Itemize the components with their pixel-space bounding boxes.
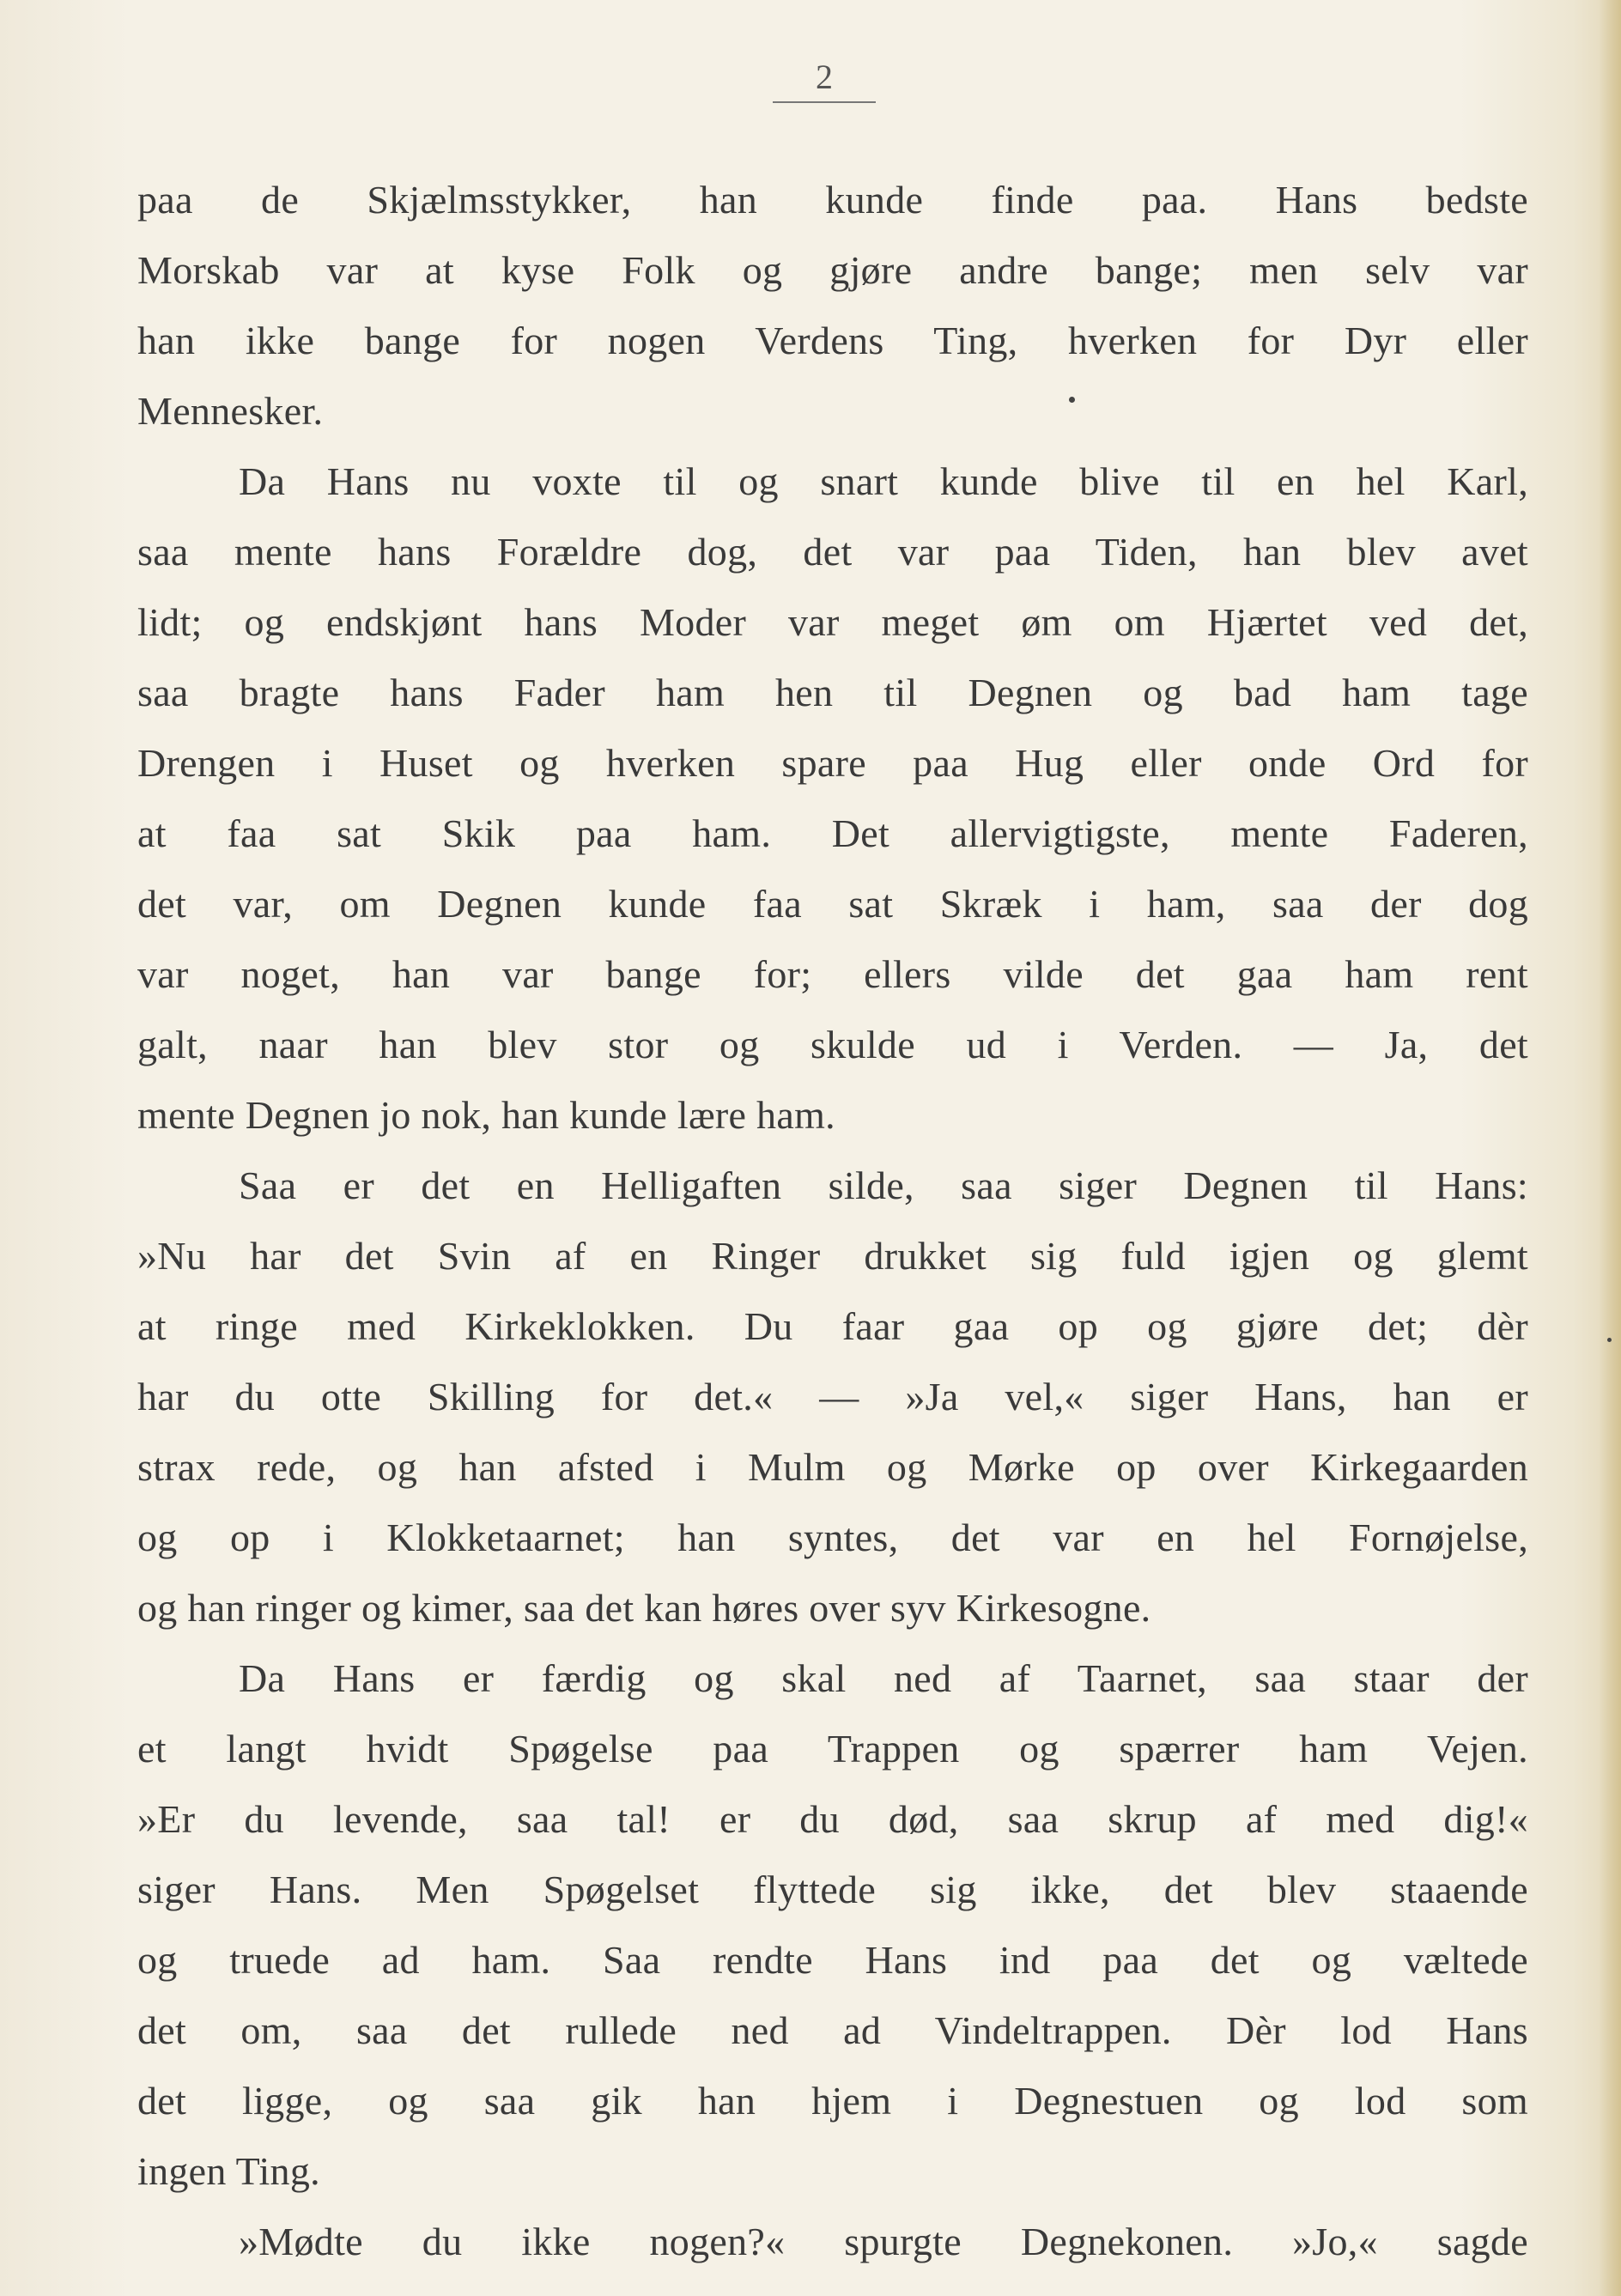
text-line: saa bragte hans Fader ham hen til Degnen og bad ham tage xyxy=(137,671,1528,714)
ink-speck xyxy=(1607,1338,1612,1342)
text-line: og truede ad ham. Saa rendte Hans ind paa det og væltede xyxy=(137,1938,1528,1982)
text-line: og op i Klokketaarnet; han syntes, det var en hel Fornøjelse, xyxy=(137,1515,1528,1559)
page-number: 2 xyxy=(816,58,833,96)
body-text xyxy=(137,165,1528,2277)
text-line: at faa sat Skik paa ham. Det allervigtigste, mente Faderen, xyxy=(137,811,1528,855)
paragraph-start-line: Da Hans er færdig og skal ned af Taarnet, saa staar der xyxy=(239,1656,1528,1700)
text-line: »Er du levende, saa tal! er du død, saa skrup af med dig!« xyxy=(137,1797,1528,1841)
text-line: at ringe med Kirkeklokken. Du faar gaa op og gjøre det; dèr xyxy=(137,1304,1528,1348)
text-line: Drengen i Huset og hverken spare paa Hug eller onde Ord for xyxy=(137,741,1528,785)
text-line: har du otte Skilling for det.« — »Ja vel,« siger Hans, han er xyxy=(137,1375,1528,1418)
text-line: strax rede, og han afsted i Mulm og Mørke op over Kirkegaarden xyxy=(137,1445,1528,1489)
text-line: det var, om Degnen kunde faa sat Skræk i ham, saa der dog xyxy=(137,882,1528,926)
page-header xyxy=(738,60,910,103)
paragraph-start-line: »Mødte du ikke nogen?« spurgte Degnekonen. »Jo,« sagde xyxy=(239,2220,1528,2263)
text-line: lidt; og endskjønt hans Moder var meget øm om Hjærtet ved det, xyxy=(137,600,1528,644)
paragraph-start-line: Saa er det en Helligaften silde, saa siger Degnen til Hans: xyxy=(239,1163,1528,1207)
text-line: Mennesker. xyxy=(137,389,324,433)
text-line: siger Hans. Men Spøgelset flyttede sig ikke, det blev staaende xyxy=(137,1868,1528,1911)
text-line: et langt hvidt Spøgelse paa Trappen og spærrer ham Vejen. xyxy=(137,1727,1528,1771)
text-line: Morskab var at kyse Folk og gjøre andre bange; men selv var xyxy=(137,248,1528,292)
text-line: det ligge, og saa gik han hjem i Degnestuen og lod som xyxy=(137,2079,1528,2123)
text-line: saa mente hans Forældre dog, det var paa Tiden, han blev avet xyxy=(137,530,1528,574)
header-rule xyxy=(773,101,876,103)
text-line: han ikke bange for nogen Verdens Ting, hverken for Dyr eller xyxy=(137,319,1528,362)
text-line: mente Degnen jo nok, han kunde lære ham. xyxy=(137,1093,835,1137)
text-line: ingen Ting. xyxy=(137,2149,320,2193)
page-edge-shadow xyxy=(1599,0,1621,2296)
text-line: det om, saa det rullede ned ad Vindeltrappen. Dèr lod Hans xyxy=(137,2008,1528,2052)
text-line: var noget, han var bange for; ellers vilde det gaa ham rent xyxy=(137,952,1528,996)
text-line: galt, naar han blev stor og skulde ud i Verden. — Ja, det xyxy=(137,1023,1528,1066)
text-line: »Nu har det Svin af en Ringer drukket sig fuld igjen og glemt xyxy=(137,1234,1528,1278)
text-line: paa de Skjælmsstykker, han kunde finde paa. Hans bedste xyxy=(137,178,1528,222)
paragraph-start-line: Da Hans nu voxte til og snart kunde blive til en hel Karl, xyxy=(239,459,1528,503)
text-line: og han ringer og kimer, saa det kan høres over syv Kirkesogne. xyxy=(137,1586,1151,1630)
